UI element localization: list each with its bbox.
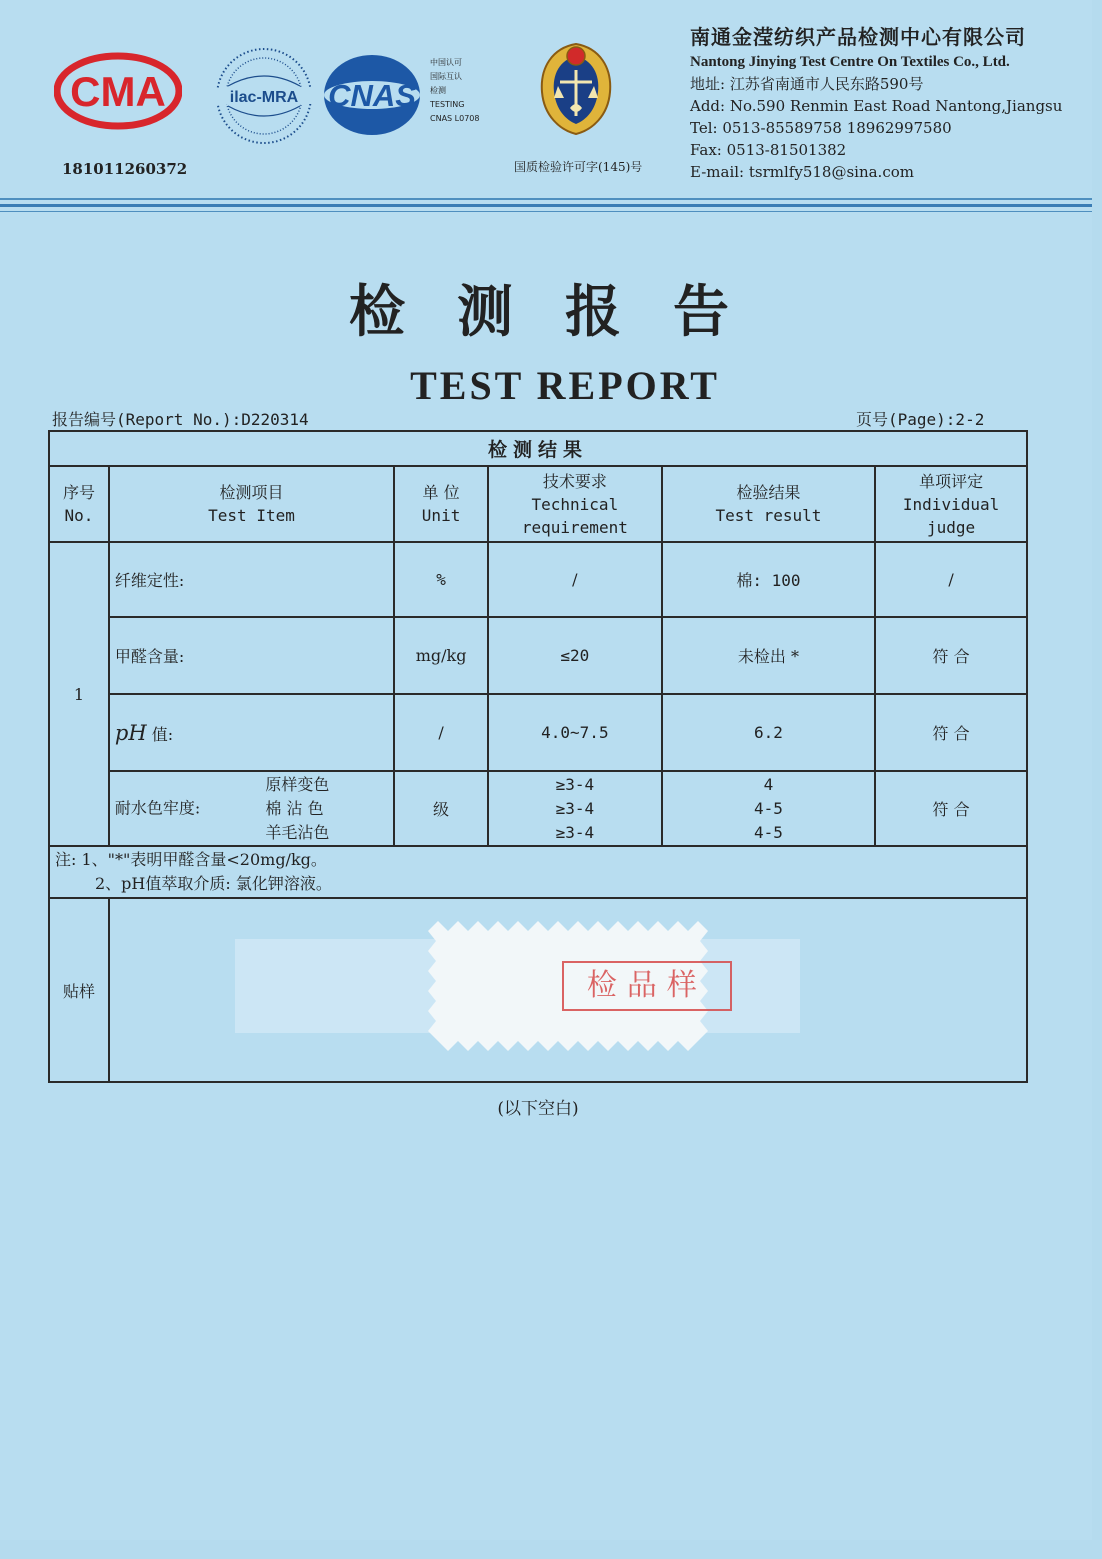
judge-cell: / <box>875 542 1027 617</box>
org-address-en: Add: No.590 Renmin East Road Nantong,Jiangsu <box>690 97 1063 115</box>
sample-label: 贴样 <box>49 898 109 1082</box>
col-header-judge <box>875 466 1027 542</box>
unit-cell: 级 <box>394 771 488 846</box>
sample-row <box>49 898 1027 1082</box>
result-value: 4-5 <box>753 798 783 818</box>
col-header-unit <box>394 466 488 542</box>
org-name-en: Nantong Jinying Test Centre On Textiles Co., Ltd. <box>690 54 1010 70</box>
title-en: TEST REPORT <box>410 363 720 408</box>
requirement-value: ≥3-4 <box>555 822 595 842</box>
header-en: Technical <box>531 494 619 514</box>
requirement-value: ≥3-4 <box>555 774 595 794</box>
inspection-license: 国质检验许可字(145)号 <box>514 160 643 174</box>
ilac-logo-text: ilac-MRA <box>229 89 299 106</box>
unit-cell: / <box>394 694 488 771</box>
header-divider <box>0 211 1092 212</box>
header-cn: 单项评定 <box>919 471 984 491</box>
test-item: 甲醛含量: <box>109 617 394 694</box>
cnas-line: 中国认可 <box>430 58 462 67</box>
table-row <box>49 542 1027 617</box>
note-line: 2、pH值萃取介质: 氯化钾溶液。 <box>95 874 332 893</box>
cnas-logo <box>322 52 422 138</box>
note-line: 注: 1、"*"表明甲醛含量<20mg/kg。 <box>55 850 327 869</box>
header-en: Individual <box>902 494 1000 514</box>
header-divider <box>0 204 1092 207</box>
sub-item: 羊毛沾色 <box>265 822 330 842</box>
judge-cell: 符 合 <box>875 617 1027 694</box>
org-fax: Fax: 0513-81501382 <box>690 141 847 159</box>
requirement-cell: / <box>488 542 662 617</box>
cnas-line: 国际互认 <box>430 72 462 81</box>
result-value: 4 <box>763 774 774 794</box>
requirement-value: ≥3-4 <box>555 798 595 818</box>
cnas-line: TESTING <box>430 100 465 109</box>
judge-cell: 符 合 <box>875 771 1027 846</box>
ilac-mra-logo <box>214 46 314 146</box>
org-name-cn: 南通金滢纺织产品检测中心有限公司 <box>690 25 1026 49</box>
ph-item-label: 值: <box>146 724 174 744</box>
header-cn: 序号 <box>62 483 95 502</box>
sample-stamp: 检品样 <box>562 961 732 1011</box>
page-number: 页号(Page):2-2 <box>856 410 985 429</box>
table-row <box>49 771 1027 846</box>
result-value: 4-5 <box>753 822 783 842</box>
judge-cell: 符 合 <box>875 694 1027 771</box>
header-en: Unit <box>421 506 461 525</box>
cnas-line: CNAS L0708 <box>430 114 480 123</box>
sample-area <box>109 898 1027 1082</box>
header-cn: 检测项目 <box>219 483 284 502</box>
header-en: Test result <box>715 506 822 525</box>
cnas-logo-text: CNAS <box>328 78 416 113</box>
header-en: judge <box>926 517 976 537</box>
table-row <box>49 694 1027 771</box>
organization-info <box>690 26 1062 183</box>
section-title: 检测结果 <box>49 431 1027 466</box>
group-number: 1 <box>49 542 109 846</box>
header-en: Test Item <box>208 506 295 525</box>
cma-logo <box>54 52 182 130</box>
report-number: 报告编号(Report No.):D220314 <box>52 410 309 429</box>
unit-cell: mg/kg <box>394 617 488 694</box>
header-cn: 单 位 <box>422 483 460 502</box>
results-table <box>48 430 1028 1083</box>
result-cell: 6.2 <box>662 694 875 771</box>
col-header-requirement <box>488 466 662 542</box>
inspection-emblem-icon <box>530 38 622 138</box>
notes-cell <box>49 846 1027 898</box>
sub-item: 棉 沾 色 <box>265 798 324 818</box>
header-en: requirement <box>521 517 628 537</box>
cnas-accreditation-text <box>430 56 479 126</box>
notes-row <box>49 846 1027 898</box>
header-cn: 检验结果 <box>736 483 801 502</box>
col-header-no <box>49 466 109 542</box>
header-divider <box>0 198 1092 200</box>
col-header-item <box>109 466 394 542</box>
ph-prefix: pH <box>114 720 147 745</box>
org-address-cn: 地址: 江苏省南通市人民东路590号 <box>690 75 924 93</box>
blank-below-note: (以下空白) <box>497 1099 579 1119</box>
registration-number: 181011260372 <box>62 160 188 178</box>
title-cn: 检测报告 <box>349 279 781 345</box>
requirement-cell <box>488 771 662 846</box>
org-email: E-mail: tsrmlfy518@sina.com <box>690 163 914 181</box>
cma-logo-text: CMA <box>70 68 166 115</box>
cnas-line: 检测 <box>430 86 446 95</box>
column-header-row <box>49 466 1027 542</box>
col-header-result <box>662 466 875 542</box>
org-tel: Tel: 0513-85589758 18962997580 <box>690 119 952 137</box>
table-row <box>49 617 1027 694</box>
test-item <box>109 694 394 771</box>
header-cn: 技术要求 <box>542 471 607 491</box>
sub-item: 原样变色 <box>265 774 330 794</box>
test-item: 纤维定性: <box>109 542 394 617</box>
header-en: No. <box>64 506 94 525</box>
result-cell <box>662 771 875 846</box>
colorfastness-label: 耐水色牢度: <box>114 798 201 817</box>
result-cell: 棉: 100 <box>662 542 875 617</box>
unit-cell: % <box>394 542 488 617</box>
requirement-cell: 4.0~7.5 <box>488 694 662 771</box>
sub-item-list <box>265 773 329 845</box>
result-cell: 未检出 * <box>662 617 875 694</box>
requirement-cell: ≤20 <box>488 617 662 694</box>
test-item <box>109 771 394 846</box>
